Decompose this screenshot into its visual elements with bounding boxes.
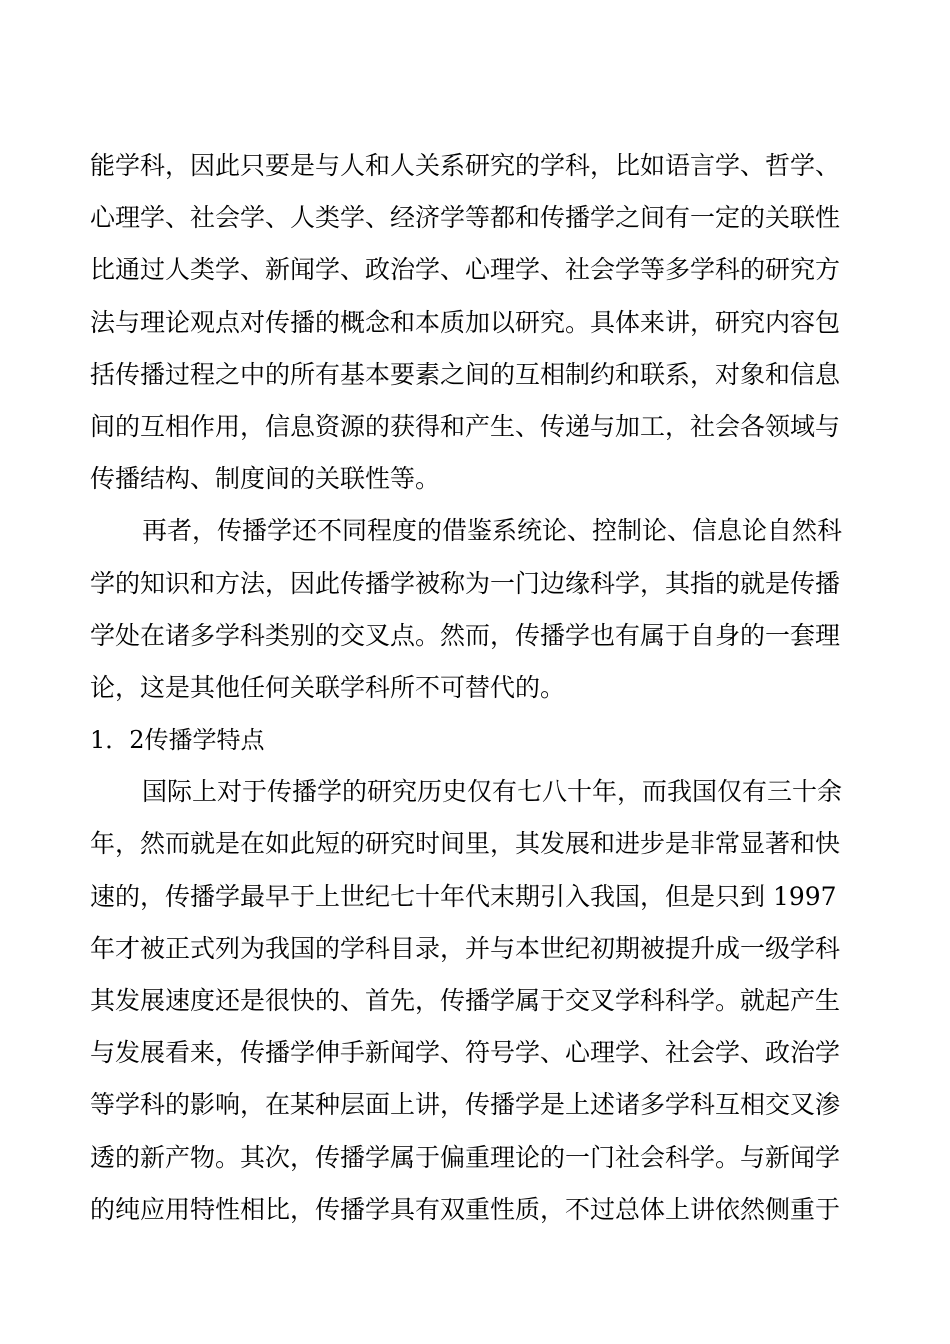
text-line: 比通过人类学、新闻学、政治学、心理学、社会学等多学科的研究方 — [90, 255, 841, 285]
text-line: 学处在诸多学科类别的交叉点。然而，传播学也有属于自身的一套理 — [90, 620, 841, 650]
text-line: 的纯应用特性相比，传播学具有双重性质，不过总体上讲依然侧重于 — [90, 1194, 841, 1224]
text-line: 等学科的影响，在某种层面上讲，传播学是上述诸多学科互相交叉渗 — [90, 1090, 841, 1120]
text-line: 透的新产物。其次，传播学属于偏重理论的一门社会科学。与新闻学 — [90, 1142, 841, 1172]
paragraph-first-line: 国际上对于传播学的研究历史仅有七八十年，而我国仅有三十余 — [142, 777, 843, 807]
text-line: 其发展速度还是很快的、首先，传播学属于交叉学科科学。就起产生 — [90, 986, 841, 1015]
text-line: 学的知识和方法，因此传播学被称为一门边缘科学，其指的就是传播 — [90, 568, 841, 598]
text-line: 传播结构、制度间的关联性等。 — [90, 464, 441, 494]
text-line: 与发展看来，传播学伸手新闻学、符号学、心理学、社会学、政治学 — [90, 1038, 841, 1068]
text-line: 论，这是其他任何关联学科所不可替代的。 — [90, 672, 566, 702]
text-line: 年才被正式列为我国的学科目录，并与本世纪初期被提升成一级学科 — [90, 933, 841, 963]
text-line: 间的互相作用，信息资源的获得和产生、传递与加工，社会各领域与 — [90, 411, 841, 441]
text-line: 括传播过程之中的所有基本要素之间的互相制约和联系，对象和信息 — [90, 359, 841, 389]
document-body — [90, 140, 860, 1236]
section-heading: 1．2传播学特点 — [90, 726, 265, 755]
paragraph-first-line: 再者，传播学还不同程度的借鉴系统论、控制论、信息论自然科 — [142, 516, 843, 546]
text-line: 速的，传播学最早于上世纪七十年代末期引入我国，但是只到 1997 — [90, 881, 837, 911]
text-line: 法与理论观点对传播的概念和本质加以研究。具体来讲，研究内容包 — [90, 307, 841, 337]
text-line: 年，然而就是在如此短的研究时间里，其发展和进步是非常显著和快 — [90, 829, 841, 859]
text-line: 心理学、社会学、人类学、经济学等都和传播学之间有一定的关联性 — [90, 203, 841, 233]
text-line: 能学科，因此只要是与人和人关系研究的学科，比如语言学、哲学、 — [90, 151, 841, 180]
